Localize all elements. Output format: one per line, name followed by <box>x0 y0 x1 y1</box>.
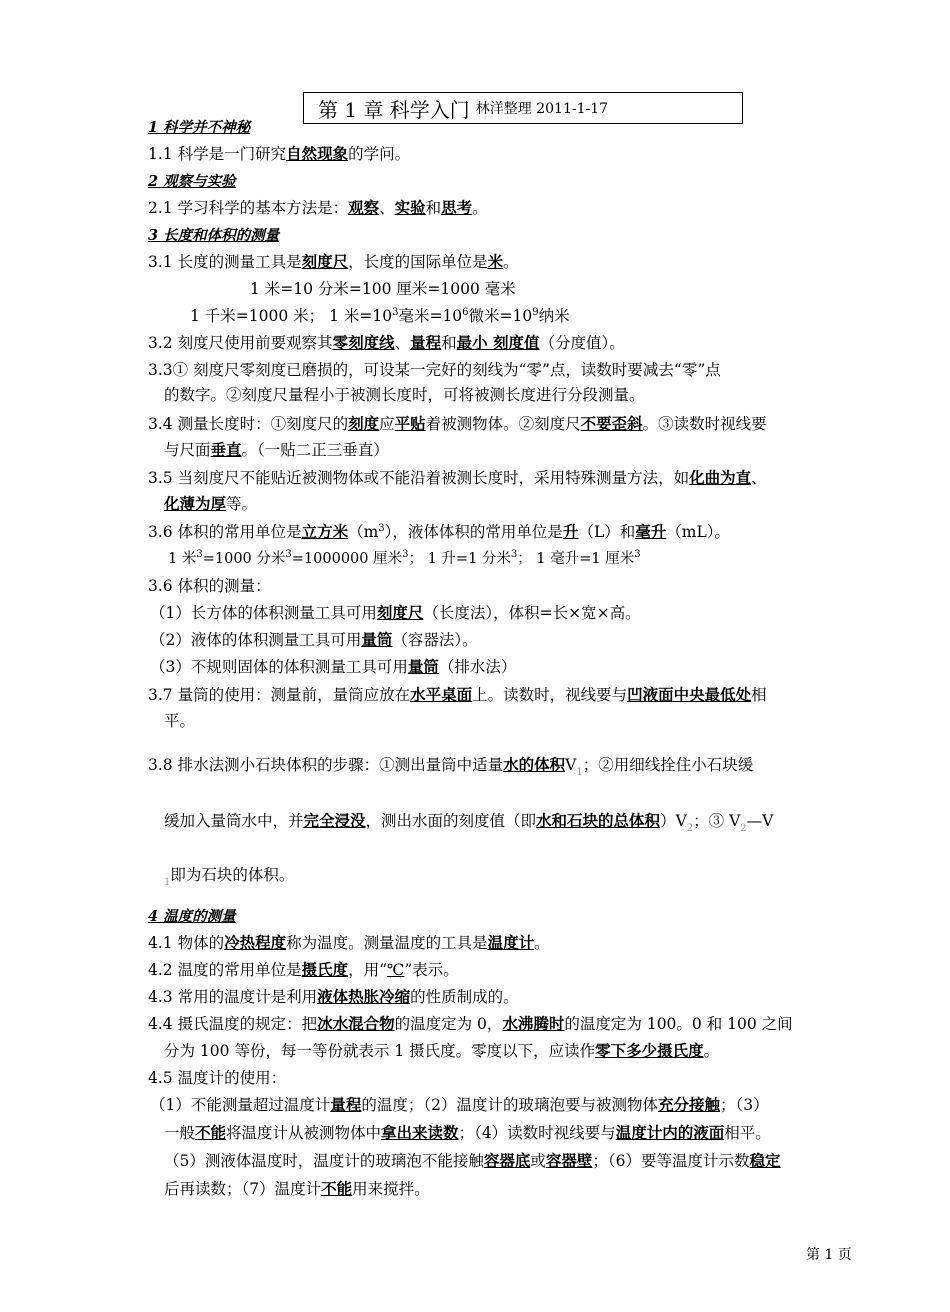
author-date: 林洋整理 2011-1-17 <box>475 101 609 117</box>
para-3-4-line2: 与尺面垂直。（一贴二正三垂直） <box>164 440 389 459</box>
para-4-3: 4.3 常用的温度计是利用液体热胀冷缩的性质制成的。 <box>148 987 519 1006</box>
chapter-title: 第 1 章 科学入门 <box>318 97 470 122</box>
section-3-heading: 3 长度和体积的测量 <box>148 227 280 244</box>
para-3-2: 3.2 刻度尺使用前要观察其零刻度线、量程和最小 刻度值（分度值）。 <box>148 333 625 352</box>
para-3-4-line1: 3.4 测量长度时：①刻度尺的刻度应平贴着被测物体。②刻度尺不要歪斜。③读数时视线要 <box>148 414 767 433</box>
para-4-2: 4.2 温度的常用单位是摄氏度，用“℃”表示。 <box>148 960 459 979</box>
para-3-3-line1: 3.3① 刻度尺零刻度已磨损的，可设某一完好的刻线为“零”点，读数时要减去“零”点 <box>148 361 721 379</box>
usage-line-3: （5）测液体温度时，温度计的玻璃泡不能接触容器底或容器壁；（6）要等温度计示数稳定 <box>164 1151 781 1170</box>
para-4-1: 4.1 物体的冷热程度称为温度。测量温度的工具是温度计。 <box>148 933 550 952</box>
usage-line-4: 后再读数；（7）温度计不能用来搅拌。 <box>164 1179 430 1198</box>
para-3-8-line3: $_1$即为石块的体积。 <box>164 866 295 888</box>
measure-item-3: （3）不规则固体的体积测量工具可用量筒（排水法） <box>150 657 517 676</box>
para-3-6-measure-title: 3.6 体积的测量： <box>148 577 271 595</box>
section-4-heading: 4 温度的测量 <box>148 908 236 925</box>
measure-item-1: （1）长方体的体积测量工具可用刻度尺（长度法），体积=长×宽×高。 <box>150 603 641 622</box>
usage-line-2: 一般不能将温度计从被测物体中拿出来读数；（4）读数时视线要与温度计内的液面相平。 <box>164 1123 771 1142</box>
para-3-3-line2: 的数字。②刻度尺量程小于被测长度时，可将被测长度进行分段测量。 <box>164 386 645 404</box>
para-3-7-line1: 3.7 量筒的使用：测量前，量筒应放在水平桌面上。读数时，视线要与凹液面中央最低处相 <box>148 685 767 704</box>
usage-line-1: （1）不能测量超过温度计量程的温度；（2）温度计的玻璃泡要与被测物体充分接触；（3） <box>150 1095 769 1114</box>
para-3-7-line2: 平。 <box>164 712 196 730</box>
para-2-1: 2.1 学习科学的基本方法是：观察、实验和思考。 <box>148 198 488 217</box>
length-equation-2: 1 千米=1000 米； 1 米$=10^3$毫米$=10^6$微米$=10^9$纳米 <box>190 306 570 325</box>
para-3-6: 3.6 体积的常用单位是立方米$(m^3)$，液体体积的常用单位是升（L）和毫升（mL）。 <box>148 522 731 541</box>
para-3-8-line1: 3.8 排水法测小石块体积的步骤：①测出量筒中适量水的体积$V_1$；②用细线拴住小石块缓 <box>148 755 754 778</box>
measure-item-2: （2）液体的体积测量工具可用量筒（容器法）。 <box>150 630 478 649</box>
volume-equations: 1 米$^3$=1000 分米$^3$=1000000 厘米$^3$； 1 升=1 分米$^3$； 1 毫升=1 厘米$^3$ <box>168 549 641 567</box>
para-1-1: 1.1 科学是一门研究自然现象的学问。 <box>148 144 411 163</box>
para-3-8-line2: 缓加入量筒水中，并完全浸没，测出水面的刻度值（即水和石块的总体积）$V_2$；③ $V_2—V$ <box>164 811 774 834</box>
para-4-4-line1: 4.4 摄氏温度的规定：把冰水混合物的温度定为 0，水沸腾时的温度定为 100。0 和 100 之间 <box>148 1014 793 1033</box>
chapter-title-box <box>303 92 743 124</box>
para-3-1: 3.1 长度的测量工具是刻度尺，长度的国际单位是米。 <box>148 252 519 271</box>
para-4-5-title: 4.5 温度计的使用： <box>148 1069 287 1087</box>
para-3-5-line1: 3.5 当刻度尺不能贴近被测物体或不能沿着被测长度时，采用特殊测量方法，如化曲为直、 <box>148 468 767 487</box>
length-equation-1: 1 米=10 分米=100 厘米=1000 毫米 <box>250 280 516 298</box>
section-2-heading: 2 观察与实验 <box>148 173 236 190</box>
section-1-heading: 1 科学并不神秘 <box>148 119 251 136</box>
para-3-5-line2: 化薄为厚等。 <box>164 494 258 513</box>
para-4-4-line2: 分为 100 等份，每一等份就表示 1 摄氏度。零度以下，应读作零下多少摄氏度。 <box>164 1041 720 1060</box>
page-number: 第 1 页 <box>806 1247 852 1263</box>
